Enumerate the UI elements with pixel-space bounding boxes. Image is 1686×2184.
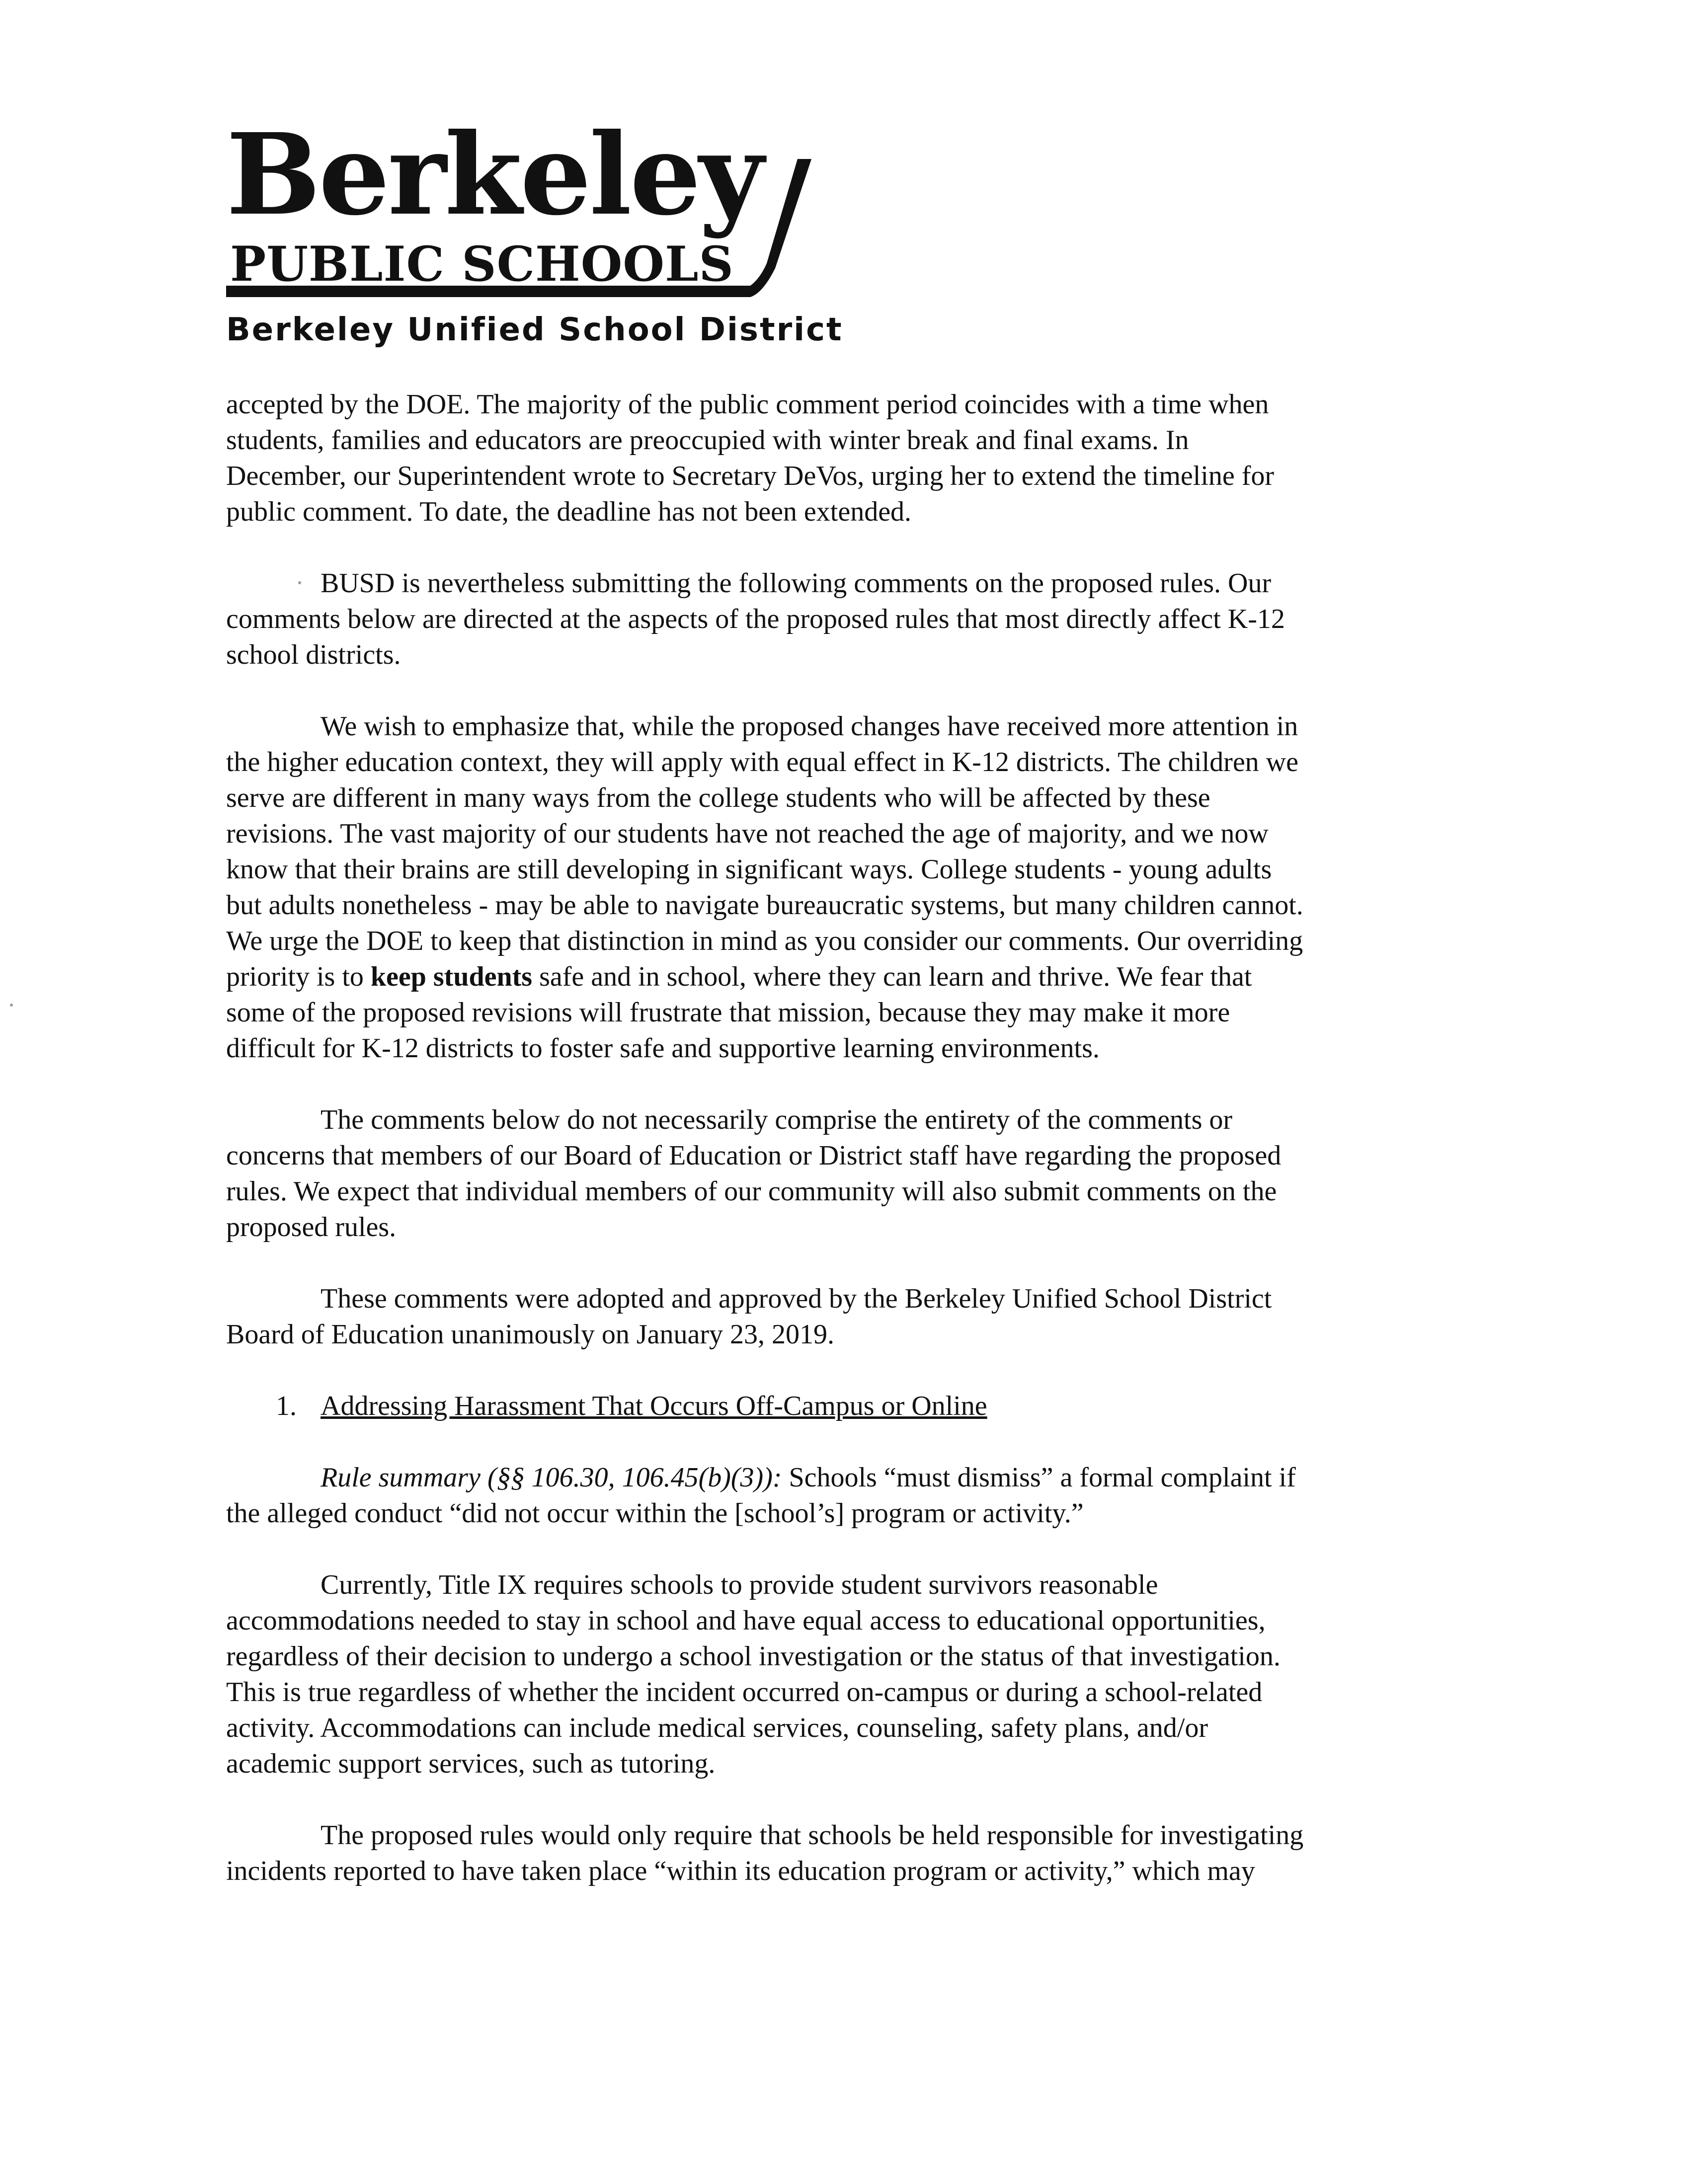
text-line [226, 1460, 1458, 1495]
text-line: difficult for K-12 districts to foster safe and supportive learning environments. [226, 1033, 1100, 1064]
text-line: These comments were adopted and approved by the Berkeley Unified School District [321, 1283, 1272, 1314]
text-line: incidents reported to have taken place “within its education program or activity,” which may [226, 1856, 1255, 1886]
section-title: Addressing Harassment That Occurs Off-Campus or Online [321, 1391, 987, 1421]
text-line: rules. We expect that individual members of our community will also submit comments on the [226, 1176, 1277, 1207]
text-line: concerns that members of our Board of Education or District staff have regarding the proposed [226, 1140, 1282, 1171]
text-line: know that their brains are still developing in significant ways. College students - young adults [226, 854, 1272, 885]
text-line: school districts. [226, 639, 401, 670]
text-line: Board of Education unanimously on January 23, 2019. [226, 1319, 835, 1350]
text-line: the alleged conduct “did not occur within the [school’s] program or activity.” [226, 1498, 1084, 1529]
paragraph-3 [226, 708, 1458, 1066]
text-line: some of the proposed revisions will frustrate that mission, because they may make it more [226, 997, 1230, 1028]
text-line: regardless of their decision to undergo a school investigation or the status of that investigation. [226, 1641, 1281, 1672]
text-line: activity. Accommodations can include medical services, counseling, safety plans, and/or [226, 1713, 1208, 1743]
text-line: accommodations needed to stay in school and have equal access to educational opportunities, [226, 1605, 1266, 1636]
paragraph-proposed [226, 1817, 1458, 1889]
text-line: serve are different in many ways from the college students who will be affected by these [226, 782, 1210, 813]
text-line [226, 1388, 1458, 1424]
text-run: Schools “must dismiss” a formal complaint if [782, 1462, 1296, 1493]
text-line: revisions. The vast majority of our students have not reached the age of majority, and we now [226, 818, 1269, 849]
text-run: priority is to [226, 961, 371, 992]
text-line: but adults nonetheless - may be able to navigate bureaucratic systems, but many children cannot. [226, 890, 1303, 921]
text-line: proposed rules. [226, 1212, 397, 1243]
text-line: students, families and educators are preoccupied with winter break and final exams. In [226, 425, 1189, 456]
bold-text: keep students [370, 961, 533, 992]
district-name: Berkeley Unified School District [226, 312, 843, 348]
text-line: academic support services, such as tutoring. [226, 1748, 716, 1779]
scan-speck [298, 581, 301, 584]
section-heading [226, 1388, 1458, 1424]
text-line: accepted by the DOE. The majority of the public comment period coincides with a time when [226, 389, 1269, 420]
paragraph-currently [226, 1567, 1458, 1782]
text-line: public comment. To date, the deadline has not been extended. [226, 496, 912, 527]
text-line: The proposed rules would only require that schools be held responsible for investigating [321, 1820, 1304, 1851]
text-line: Currently, Title IX requires schools to provide student survivors reasonable [321, 1569, 1158, 1600]
logo-wordmark: Berkeley [226, 109, 762, 240]
paragraph-2 [226, 565, 1458, 673]
text-line: This is true regardless of whether the incident occurred on-campus or during a school-related [226, 1677, 1263, 1708]
text-line: December, our Superintendent wrote to Secretary DeVos, urging her to extend the timeline for [226, 461, 1275, 491]
text-line: We wish to emphasize that, while the proposed changes have received more attention in [321, 711, 1298, 742]
text-line: comments below are directed at the aspects of the proposed rules that most directly affect K-12 [226, 604, 1285, 634]
section-number: 1. [276, 1391, 297, 1421]
paragraph-5 [226, 1281, 1458, 1352]
text-line: We urge the DOE to keep that distinction in mind as you consider our comments. Our overriding [226, 926, 1303, 956]
rule-summary-label: Rule summary (§§ 106.30, 106.45(b)(3)): [321, 1462, 782, 1493]
logo-subtitle: PUBLIC SCHOOLS [230, 236, 734, 292]
text-line: BUSD is nevertheless submitting the following comments on the proposed rules. Our [321, 568, 1272, 599]
paragraph-4 [226, 1102, 1458, 1245]
rule-summary [226, 1460, 1458, 1531]
text-line: The comments below do not necessarily comprise the entirety of the comments or [321, 1104, 1233, 1135]
text-line: the higher education context, they will apply with equal effect in K-12 districts. The children we [226, 747, 1298, 778]
paragraph-1 [226, 387, 1458, 530]
letter-body [226, 387, 1458, 1925]
text-run: safe and in school, where they can learn and thrive. We fear that [532, 961, 1252, 992]
text-line [226, 959, 1458, 995]
scan-speck [10, 1004, 13, 1007]
